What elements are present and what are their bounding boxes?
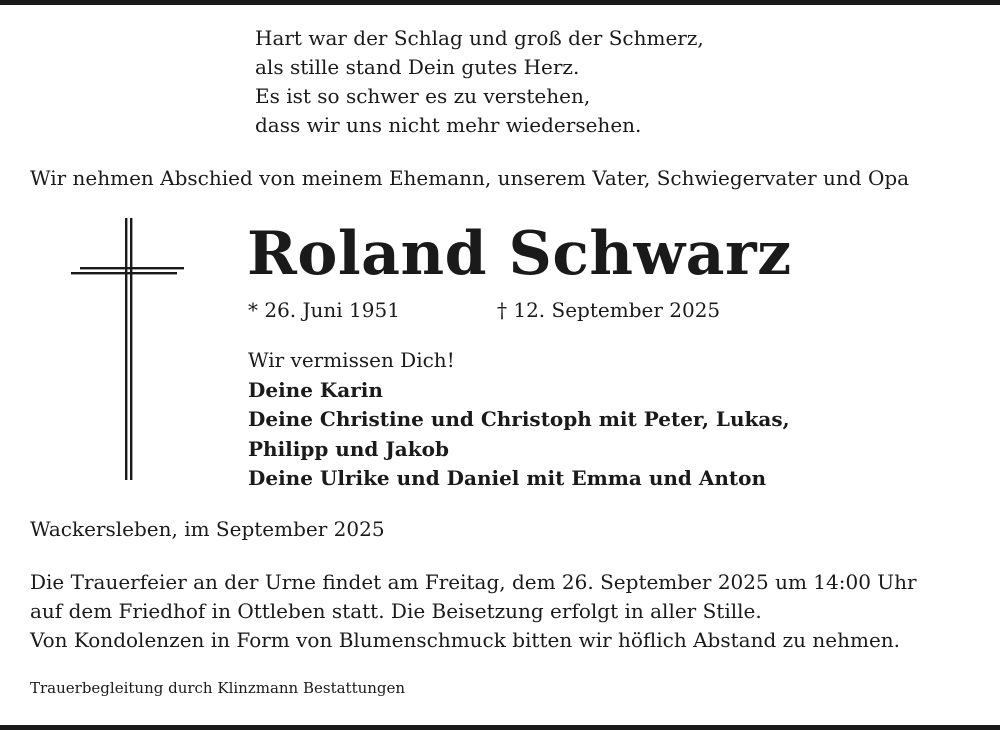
service-info-line: Die Trauerfeier an der Urne findet am Freitag, dem 26. September 2025 um 14:00 Uhr — [30, 570, 917, 594]
service-info-line: auf dem Friedhof in Ottleben statt. Die Beisetzung erfolgt in aller Stille. — [30, 599, 762, 623]
poem-line: dass wir uns nicht mehr wiedersehen. — [255, 113, 642, 137]
funeral-home-credit: Trauerbegleitung durch Klinzmann Bestattungen — [30, 679, 406, 697]
mourner-line: Deine Christine und Christoph mit Peter, Lukas, — [248, 407, 790, 431]
birth-date: * 26. Juni 1951 — [248, 298, 400, 322]
poem-line: als stille stand Dein gutes Herz. — [255, 55, 580, 79]
farewell-intro: Wir nehmen Abschied von meinem Ehemann, unserem Vater, Schwiegervater und Opa — [30, 166, 910, 190]
mourner-line: Deine Karin — [248, 377, 383, 402]
poem — [255, 24, 704, 140]
service-info-line: Von Kondolenzen in Form von Blumenschmuck bitten wir höflich Abstand zu nehmen. — [30, 628, 901, 652]
cross-icon — [68, 218, 188, 483]
life-dates — [248, 296, 721, 325]
mourner-line: Philipp und Jakob — [248, 436, 449, 461]
mourners-greeting: Wir vermissen Dich! — [248, 348, 455, 372]
service-info — [30, 568, 917, 655]
place-date: Wackersleben, im September 2025 — [30, 517, 385, 541]
deceased-name: Roland Schwarz — [247, 219, 792, 289]
mourner-line: Deine Ulrike und Daniel mit Emma und Anton — [248, 466, 767, 490]
mourners — [248, 346, 790, 494]
death-date: † 12. September 2025 — [497, 298, 721, 322]
poem-line: Hart war der Schlag und groß der Schmerz, — [255, 26, 704, 50]
poem-line: Es ist so schwer es zu verstehen, — [255, 84, 591, 108]
